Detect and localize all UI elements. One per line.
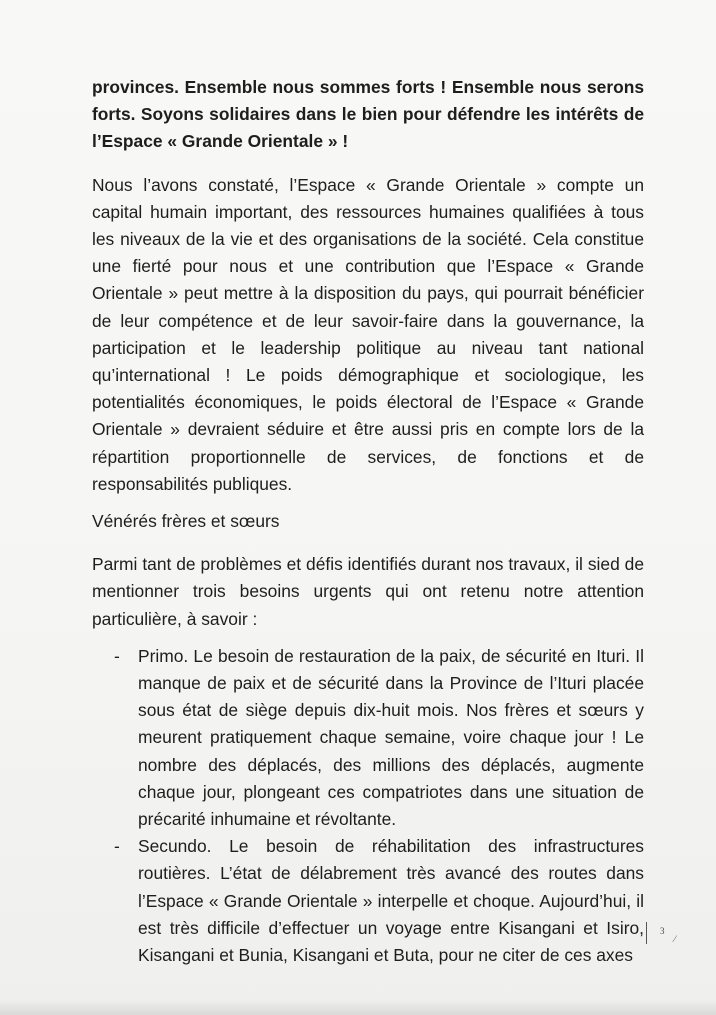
intro-bold-paragraph: provinces. Ensemble nous sommes forts ! Ensemble nous serons forts. Soyons solidaires dans le bien pour défendre les intérêts de l’Espace « Grande Orientale » !: [92, 77, 644, 152]
document-body: [92, 74, 644, 969]
pen-tick-icon: ⁄: [674, 934, 676, 944]
list-marker: -: [114, 645, 120, 666]
salutation: Vénérés frères et sœurs: [92, 511, 280, 532]
scan-edge-shadow: [0, 1000, 716, 1015]
page-number: 3: [660, 926, 665, 936]
list-item: [92, 833, 644, 969]
list-marker: -: [114, 836, 120, 857]
paragraph-capital-humain: Nous l’avons constaté, l’Espace « Grande Orientale » compte un capital humain important, des ressources humaines qualifiées à tous les niveaux de la vie et des organisations de la société. Cela constitue une fierté pour nous et une contribution que l’Espace « Grande Orientale » peut mettre à la disposition du pays, qui pourrait bénéficier de leur compétence et de leur savoir-faire dans la gouvernance, la participation et le leadership politique au niveau tant national qu’international ! Le poids démographique et sociologique, les potentialités économiques, le poids électoral de l’Espace « Grande Orientale » devraient séduire et être aussi pris en compte lors de la répartition proportionnelle de services, de fonctions et de responsabilités publiques.: [92, 174, 644, 494]
list-item-text: Secundo. Le besoin de réhabilitation des infrastructures routières. L’état de délabrement très avancé des routes dans l’Espace « Grande Orientale » interpelle et choque. Aujourd’hui, il est très difficile d’effectuer un voyage entre Kisangani et Isiro, Kisangani et Bunia, Kisangani et Buta, pour ne citer de ces axes: [138, 836, 644, 966]
list-item-text: Primo. Le besoin de restauration de la paix, de sécurité en Ituri. Il manque de paix et de sécurité dans la Province de l’Ituri placée sous état de siège depuis dix-huit mois. Nos frères et sœurs y meurent pratiquement chaque semaine, voire chaque jour ! Le nombre des déplacés, des millions des déplacés, augmente chaque jour, plongeant ces compatriotes dans une situation de précarité inhumaine et révoltante.: [138, 645, 644, 830]
list-item: [92, 643, 644, 833]
paragraph-besoins-urgents: Parmi tant de problèmes et défis identifiés durant nos travaux, il sied de mentionner trois besoins urgents qui ont retenu notre attention particulière, à savoir :: [92, 554, 644, 629]
stamp-bracket: [646, 922, 647, 944]
page-number-stamp: [644, 918, 682, 948]
urgent-needs-list: [92, 643, 644, 969]
